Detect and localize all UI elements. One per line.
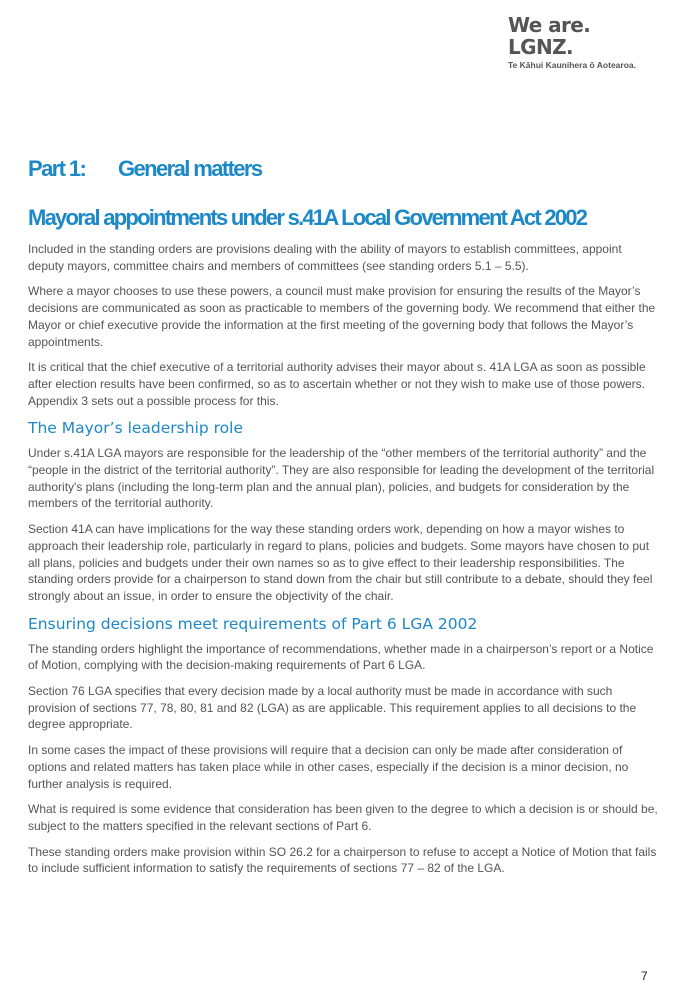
section-paragraph: Section 76 LGA specifies that every decision made by a local authority must be made in accordance with such provision of sections 77, 78, 80, 81 and 82 (LGA) as are applicable. This requirement applies to all decisions to the degree appropriate. [28,684,637,732]
part-heading [28,156,262,182]
logo-line-1: We are. [508,13,591,37]
section-paragraph: Section 41A can have implications for the way these standing orders work, depending on how a mayor wishes to approach their leadership role, particularly in regard to plans, policies and budgets. Some mayors have chosen to put all plans, policies and budgets under their own names so as to give effect to their leadership responsibilities. The standing orders provide for a chairperson to stand down from the chair but still contribute to a debate, should they feel strongly about an issue, in order to ensure the objectivity of the chair. [28,522,653,603]
intro-paragraph: Included in the standing orders are provisions dealing with the ability of mayors to establish committees, appoint deputy mayors, committee chairs and members of committees (see standing orders 5.1 – 5.5). [28,242,622,273]
logo-line-2: LGNZ. [508,35,573,59]
section-paragraph: The standing orders highlight the importance of recommendations, whether made in a chairperson’s report or a Notice of Motion, complying with the decision-making requirements of Part 6 LGA. [28,641,654,673]
part-number: Part 1: [28,156,86,181]
section-heading-part6: Ensuring decisions meet requirements of Part 6 LGA 2002 [28,614,478,633]
page-title: Mayoral appointments under s.41A Local Government Act 2002 [28,205,587,230]
section-paragraph: In some cases the impact of these provisions will require that a decision can only be made after consideration of options and related matters has taken place while in other cases, especially if the decision is a minor decision, no further analysis is required. [28,743,629,791]
section-paragraph: Under s.41A LGA mayors are responsible for the leadership of the “other members of the territorial authority” and the “people in the district of the territorial authority”. They are also responsible for leading the development of the territorial authority's plans (including the long-term plan and the annual plan), policies, and budgets for consideration by the members of the territorial authority. [28,446,655,511]
intro-paragraph: Where a mayor chooses to use these powers, a council must make provision for ensuring the results of the Mayor’s decisions are communicated as soon as practicable to members of the governing body. We recommend that either the Mayor or chief executive provide the information at the first meeting of the governing body that follows the Mayor’s appointments. [28,284,656,349]
document-body [28,241,660,886]
section-paragraph: What is required is some evidence that consideration has been given to the degree to which a decision is or should be, subject to the matters specified in the relevant sections of Part 6. [28,802,658,833]
section-heading-leadership: The Mayor’s leadership role [28,419,244,438]
intro-paragraph: It is critical that the chief executive of a territorial authority advises their mayor about s. 41A LGA as soon as possible after election results have been confirmed, so as to ascertain whether or not they wish to make use of those powers. Appendix 3 sets out a possible process for this. [28,360,646,408]
lgnz-logo [508,14,668,70]
part-title: General matters [118,156,262,181]
page-number: 7 [641,969,648,983]
section-paragraph: These standing orders make provision within SO 26.2 for a chairperson to refuse to accept a Notice of Motion that fails to include sufficient information to satisfy the requirements of sections 77 – 82 of the LGA. [28,844,657,876]
logo-tagline: Te Kāhui Kaunihera ō Aotearoa. [508,60,636,70]
